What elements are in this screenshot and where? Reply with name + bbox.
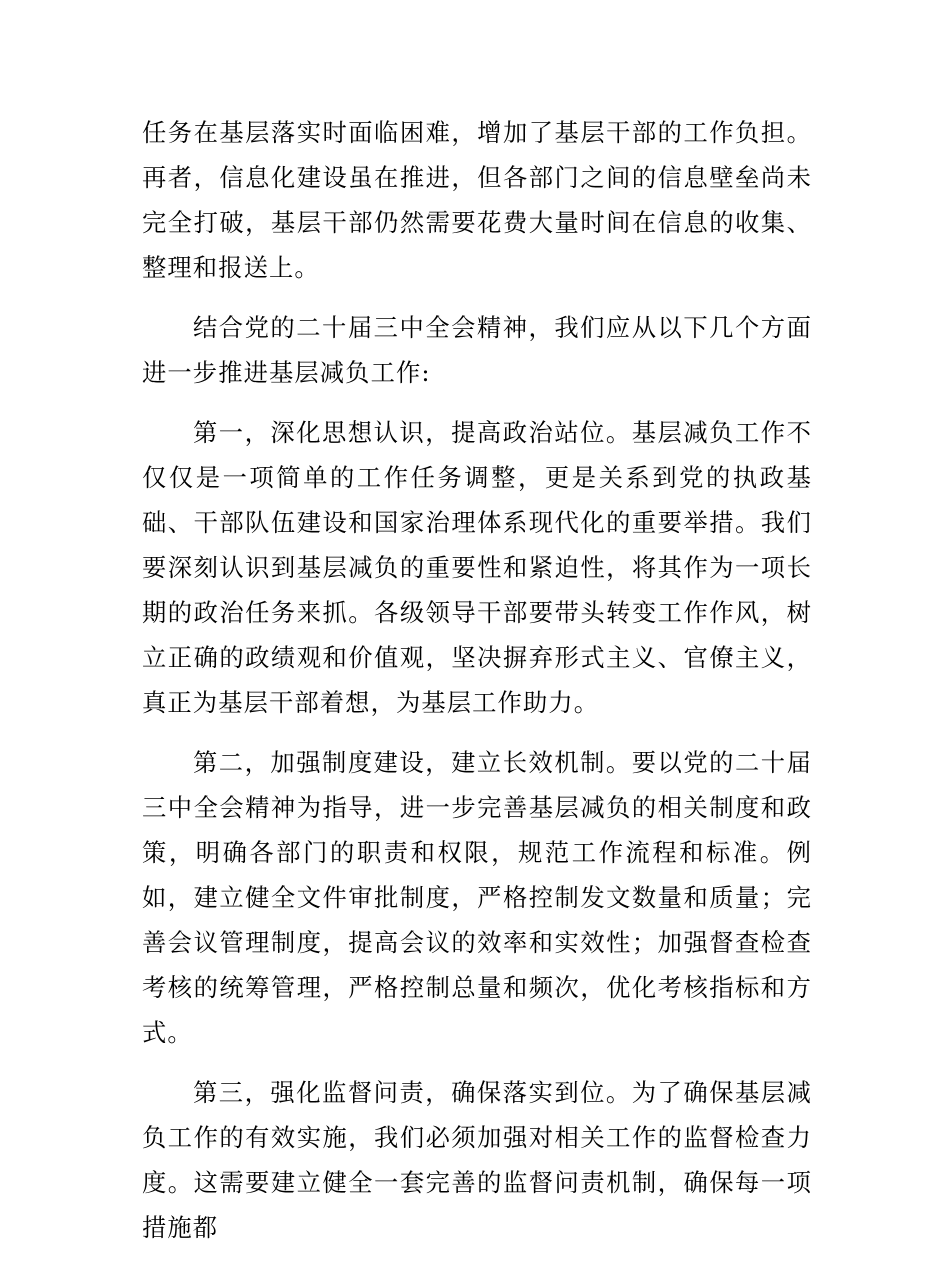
paragraph-point-1: 第一，深化思想认识，提高政治站位。基层减负工作不仅仅是一项简单的工作任务调整，更是关系到党的执政基础、干部队伍建设和国家治理体系现代化的重要举措。我们要深刻认识到基层减负的重要性和紧迫性，将其作为一项长期的政治任务来抓。各级领导干部要带头转变工作作风，树立正确的政绩观和价值观，坚决摒弃形式主义、官僚主义，真正为基层干部着想，为基层工作助力。	[142, 418, 812, 717]
paragraph-point-2: 第二，加强制度建设，建立长效机制。要以党的二十届三中全会精神为指导，进一步完善基层减负的相关制度和政策，明确各部门的职责和权限，规范工作流程和标准。例如，建立健全文件审批制度，严格控制发文数量和质量；完善会议管理制度，提高会议的效率和实效性；加强督查检查考核的统筹管理，严格控制总量和频次，优化考核指标和方式。	[142, 748, 812, 1047]
document-body	[142, 110, 812, 1265]
paragraph-intro: 结合党的二十届三中全会精神，我们应从以下几个方面进一步推进基层减负工作:	[142, 313, 812, 387]
paragraph-continuation: 任务在基层落实时面临困难，增加了基层干部的工作负担。再者，信息化建设虽在推进，但各部门之间的信息壁垒尚未完全打破，基层干部仍然需要花费大量时间在信息的收集、整理和报送上。	[142, 118, 812, 282]
paragraph-point-3: 第三，强化监督问责，确保落实到位。为了确保基层减负工作的有效实施，我们必须加强对相关工作的监督检查力度。这需要建立健全一套完善的监督问责机制，确保每一项措施都	[142, 1078, 812, 1242]
